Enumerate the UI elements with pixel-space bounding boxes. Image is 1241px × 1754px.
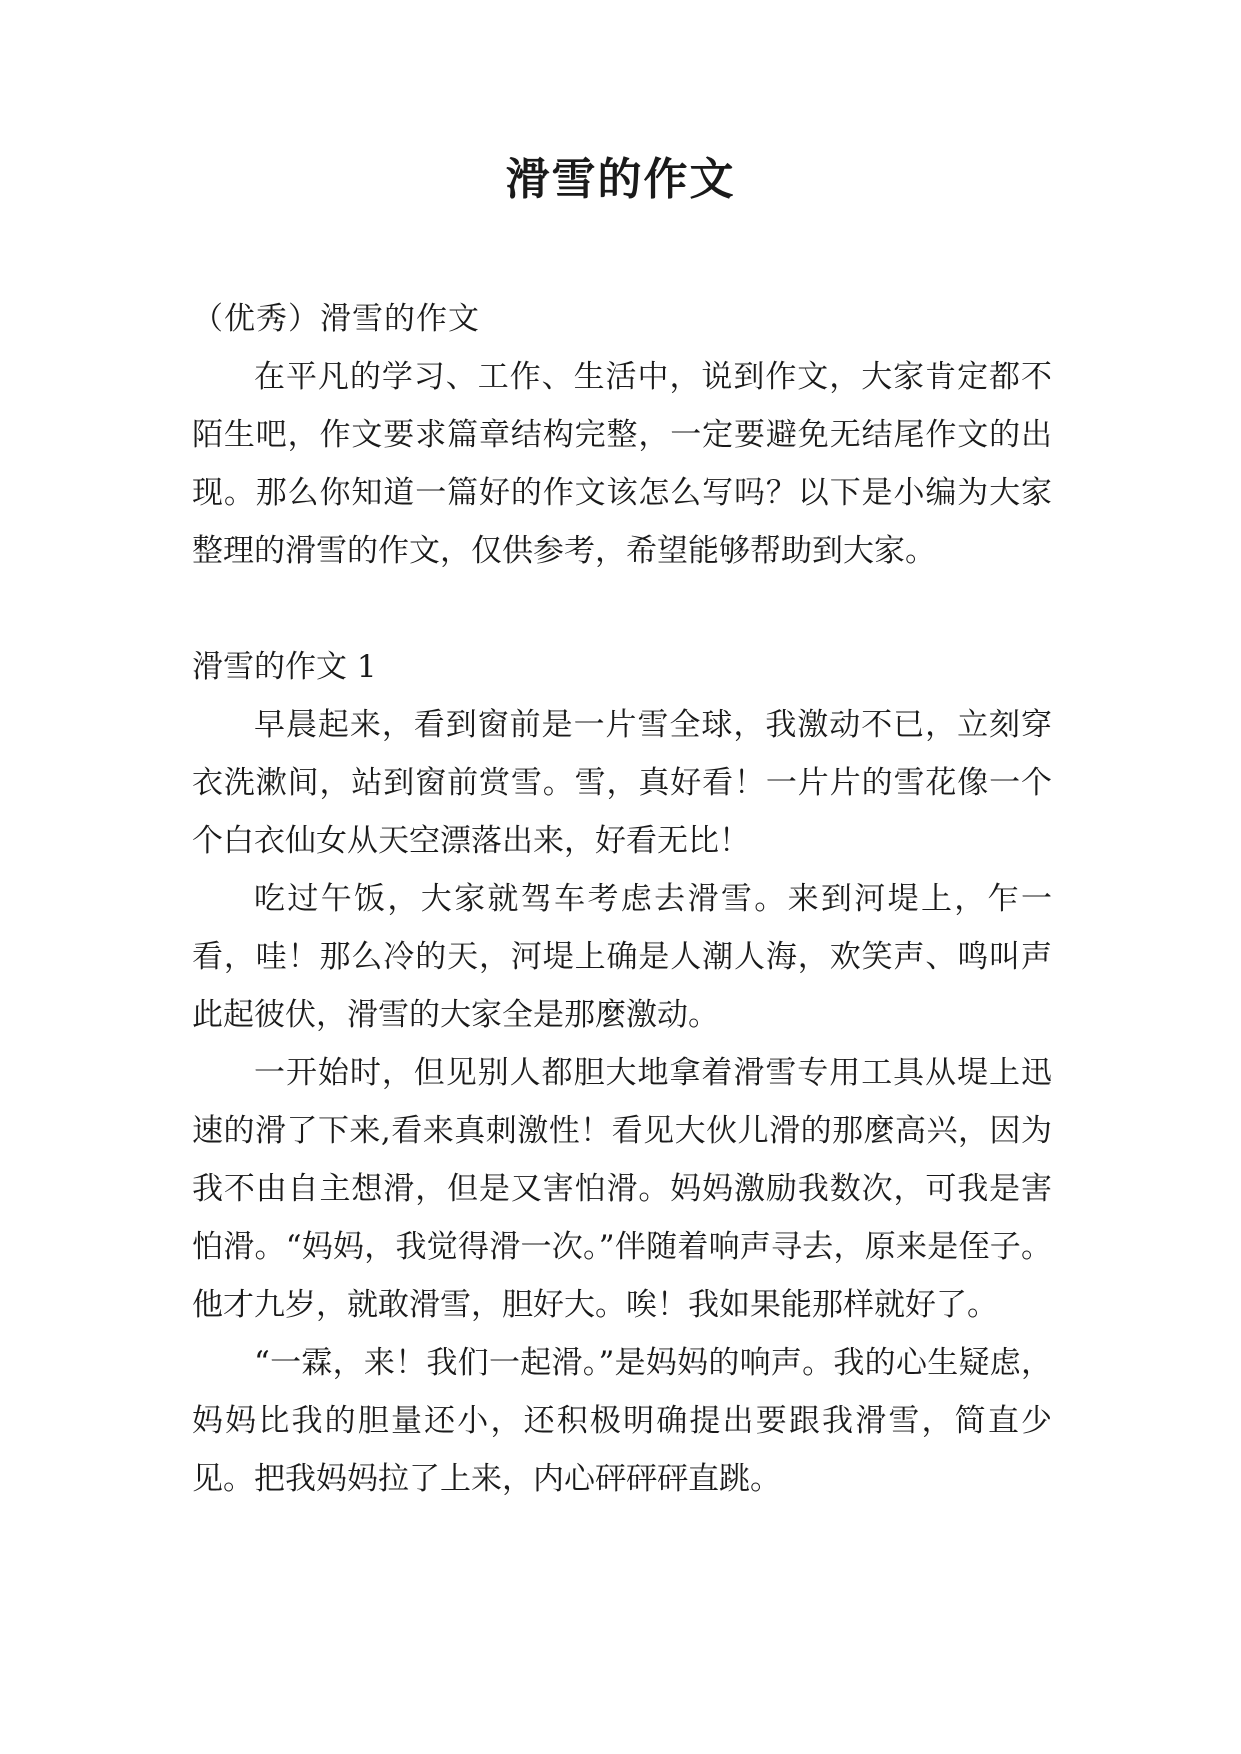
body-paragraph-3: 一开始时，但见别人都胆大地拿着滑雪专用工具从堤上迅速的滑了下来,看来真刺激性！看见大伙儿滑的那麼高兴，因为我不由自主想滑，但是又害怕滑。妈妈激励我数次，可我是害怕滑。“妈妈，我觉得滑一次。”伴随着响声寻去，原来是侄子。他才九岁，就敢滑雪，胆好大。唉！我如果能那样就好了。 <box>192 1055 1052 1323</box>
section-heading: 滑雪的作文 1 <box>192 649 377 685</box>
intro-paragraph: 在平凡的学习、工作、生活中，说到作文，大家肯定都不陌生吧，作文要求篇章结构完整，一定要避免无结尾作文的出现。那么你知道一篇好的作文该怎么写吗？以下是小编为大家整理的滑雪的作文，仅供参考，希望能够帮助到大家。 <box>192 359 1052 569</box>
document-body <box>192 290 1052 1508</box>
body-paragraph-4: “一霖，来！我们一起滑。”是妈妈的响声。我的心生疑虑，妈妈比我的胆量还小，还积极明确提出要跟我滑雪，简直少见。把我妈妈拉了上来，内心砰砰砰直跳。 <box>192 1345 1052 1497</box>
body-paragraph-1: 早晨起来，看到窗前是一片雪全球，我激动不已，立刻穿衣洗漱间，站到窗前赏雪。雪，真好看！一片片的雪花像一个个白衣仙女从天空漂落出来，好看无比！ <box>192 707 1052 859</box>
paragraph-spacer <box>192 580 1052 638</box>
body-paragraph-2: 吃过午饭，大家就驾车考虑去滑雪。来到河堤上，乍一看，哇！那么冷的天，河堤上确是人潮人海，欢笑声、鸣叫声此起彼伏，滑雪的大家全是那麼激动。 <box>192 881 1052 1033</box>
document-subtitle: （优秀）滑雪的作文 <box>192 301 480 337</box>
document-title: 滑雪的作文 <box>505 154 736 205</box>
